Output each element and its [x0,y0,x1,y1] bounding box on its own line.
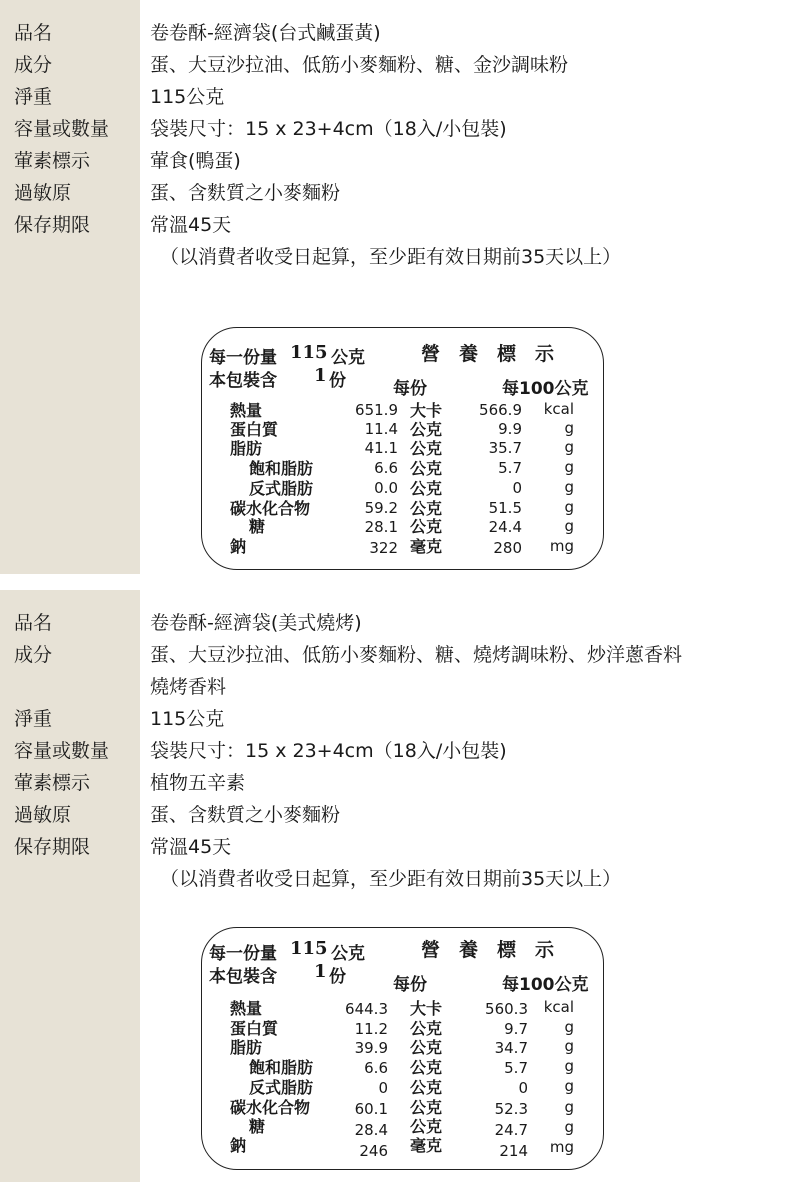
row-value: 蛋、大豆沙拉油、低筋小麥麵粉、糖、燒烤調味粉、炒洋蔥香料 [150,644,683,666]
nutrient-value-per-serving: 39.9 [354,1039,388,1057]
nutrient-unit-100g: kcal [543,998,574,1016]
row-value: 蛋、含麩質之小麥麵粉 [150,182,341,204]
nutrient-unit-100g: kcal [543,400,574,418]
nutrient-unit-100g: g [564,1118,574,1136]
row-value: 卷卷酥-經濟袋(台式鹹蛋黃) [150,22,381,44]
row-value: 植物五辛素 [150,772,246,794]
row-value: 葷食(鴨蛋) [150,150,241,172]
info-row-net-weight [0,81,800,113]
nutrient-value-per-100g: 52.3 [494,1100,528,1118]
nutrient-value-per-serving: 6.6 [364,1059,388,1077]
nutrient-unit: 公克 [410,1098,443,1117]
info-row-net-weight [0,703,800,735]
nutrient-unit: 公克 [410,479,443,498]
row-value: 常溫45天 [150,836,232,858]
nutrient-name-saturated-fat: 飽和脂肪 [249,1058,314,1077]
nutrient-value-per-serving: 60.1 [354,1100,388,1118]
nutrition-label [201,327,604,570]
row-label: 葷素標示 [14,772,91,794]
nutrition-title: 營 養 標 示 [421,939,555,961]
serving-size: 115 [290,938,328,959]
nutrient-unit-100g: g [564,1037,574,1055]
nutrient-value-per-serving: 0 [378,1079,388,1097]
row-label: 成分 [14,644,53,666]
info-row-quantity [0,113,800,145]
nutrient-unit-100g: g [564,498,574,516]
nutrient-name-sodium: 鈉 [230,1136,247,1155]
nutrient-name-energy: 熱量 [230,401,263,420]
nutrient-name-carbohydrate: 碳水化合物 [230,1098,311,1117]
product-info-section-1 [0,0,800,574]
nutrient-unit: 大卡 [410,401,443,420]
nutrient-unit: 公克 [410,1058,443,1077]
nutrient-value-per-serving: 651.9 [355,401,398,419]
nutrient-value-per-serving: 644.3 [345,1000,388,1018]
pack-count: 1 [314,961,327,982]
nutrient-name-fat: 脂肪 [230,439,263,458]
nutrient-unit: 毫克 [410,1136,443,1155]
nutrient-name-protein: 蛋白質 [230,1019,279,1038]
serving-unit: 公克 [331,944,365,964]
info-row-ingredients [0,49,800,81]
nutrient-unit: 公克 [410,420,443,439]
shelf-life-note: （以消費者收受日起算，至少距有效日期前35天以上） [160,246,622,268]
row-value: 常溫45天 [150,214,232,236]
row-label: 保存期限 [14,836,91,858]
nutrient-name-fat: 脂肪 [230,1038,263,1057]
nutrient-value-per-serving: 6.6 [374,459,398,477]
nutrient-value-per-serving: 59.2 [364,499,398,517]
row-label: 淨重 [14,86,53,108]
nutrient-unit-100g: g [564,1098,574,1116]
nutrient-unit-100g: g [564,419,574,437]
info-row-allergens [0,799,800,831]
info-row-product-name [0,17,800,49]
nutrient-name-trans-fat: 反式脂肪 [249,1078,314,1097]
nutrient-unit: 公克 [410,439,443,458]
nutrient-value-per-100g: 5.7 [504,1059,528,1077]
row-value: 115公克 [150,708,225,730]
row-label: 淨重 [14,708,53,730]
nutrient-unit-100g: g [564,458,574,476]
nutrient-unit: 公克 [410,517,443,536]
nutrient-unit: 公克 [410,1078,443,1097]
nutrient-value-per-100g: 24.4 [488,518,522,536]
nutrient-value-per-100g: 0 [518,1079,528,1097]
column-header-per-100g: 每100公克 [502,379,589,399]
info-row-diet-label [0,145,800,177]
nutrient-value-per-100g: 51.5 [488,499,522,517]
nutrient-value-per-serving: 11.2 [354,1020,388,1038]
pack-unit: 份 [329,371,346,391]
info-row-product-name [0,607,800,639]
row-value: 燒烤香料 [150,676,227,698]
pack-label: 本包裝含 [209,967,277,987]
nutrient-name-trans-fat: 反式脂肪 [249,479,314,498]
nutrient-unit-100g: mg [549,1138,574,1156]
nutrient-name-protein: 蛋白質 [230,420,279,439]
pack-count: 1 [314,365,327,386]
row-label: 容量或數量 [14,118,110,140]
nutrient-value-per-serving: 0.0 [374,479,398,497]
nutrient-unit-100g: g [564,517,574,535]
row-label: 過敏原 [14,182,72,204]
row-label: 葷素標示 [14,150,91,172]
product-info-section-2 [0,590,800,1182]
nutrition-title: 營 養 標 示 [421,343,555,365]
serving-label: 每一份量 [209,944,277,964]
info-row-shelf-life [0,209,800,241]
column-header-per-serving: 每份 [393,379,427,399]
info-row-ingredients-continued [0,671,800,703]
nutrient-name-energy: 熱量 [230,999,263,1018]
nutrient-unit-100g: g [564,1057,574,1075]
row-value: 袋裝尺寸：15 x 23+4cm（18入/小包裝) [150,740,507,762]
nutrient-value-per-serving: 28.4 [354,1121,388,1139]
info-row-diet-label [0,767,800,799]
info-row-ingredients [0,639,800,671]
nutrition-label [201,927,604,1170]
nutrient-value-per-100g: 214 [499,1142,528,1160]
nutrient-value-per-100g: 35.7 [488,439,522,457]
nutrient-value-per-100g: 560.3 [485,1000,528,1018]
column-header-per-serving: 每份 [393,975,427,995]
nutrient-value-per-100g: 9.7 [504,1020,528,1038]
nutrient-unit: 公克 [410,459,443,478]
row-label: 品名 [14,612,53,634]
row-label: 過敏原 [14,804,72,826]
nutrient-value-per-serving: 11.4 [364,420,398,438]
nutrient-value-per-100g: 0 [512,479,522,497]
nutrient-value-per-serving: 246 [359,1142,388,1160]
info-row-shelf-life [0,831,800,863]
nutrient-value-per-100g: 24.7 [494,1121,528,1139]
row-value: 蛋、大豆沙拉油、低筋小麥麵粉、糖、金沙調味粉 [150,54,569,76]
shelf-life-note: （以消費者收受日起算，至少距有效日期前35天以上） [160,868,622,890]
pack-unit: 份 [329,967,346,987]
serving-unit: 公克 [331,348,365,368]
nutrient-value-per-100g: 280 [493,539,522,557]
nutrient-unit: 公克 [410,499,443,518]
row-value: 蛋、含麩質之小麥麵粉 [150,804,341,826]
nutrient-name-saturated-fat: 飽和脂肪 [249,459,314,478]
nutrient-name-sugar: 糖 [249,517,266,536]
nutrient-unit-100g: g [564,1077,574,1095]
serving-size: 115 [290,342,328,363]
nutrient-name-sodium: 鈉 [230,537,247,556]
row-label: 容量或數量 [14,740,110,762]
nutrient-unit: 大卡 [410,999,443,1018]
nutrient-unit: 毫克 [410,537,443,556]
pack-label: 本包裝含 [209,371,277,391]
info-row-quantity [0,735,800,767]
row-label: 成分 [14,54,53,76]
nutrient-unit-100g: g [564,478,574,496]
info-row-allergens [0,177,800,209]
nutrient-name-carbohydrate: 碳水化合物 [230,499,311,518]
nutrient-value-per-100g: 5.7 [498,459,522,477]
column-header-per-100g: 每100公克 [502,975,589,995]
nutrient-value-per-serving: 28.1 [364,518,398,536]
row-label: 保存期限 [14,214,91,236]
row-value: 115公克 [150,86,225,108]
nutrient-value-per-100g: 566.9 [479,401,522,419]
nutrient-unit: 公克 [410,1038,443,1057]
nutrient-name-sugar: 糖 [249,1117,266,1136]
nutrient-unit-100g: g [564,1018,574,1036]
row-label: 品名 [14,22,53,44]
nutrient-value-per-serving: 41.1 [364,439,398,457]
nutrient-unit: 公克 [410,1019,443,1038]
nutrient-value-per-serving: 322 [369,539,398,557]
nutrient-unit: 公克 [410,1117,443,1136]
serving-label: 每一份量 [209,348,277,368]
nutrient-value-per-100g: 34.7 [494,1039,528,1057]
nutrient-unit-100g: g [564,438,574,456]
row-value: 卷卷酥-經濟袋(美式燒烤) [150,612,362,634]
row-value: 袋裝尺寸：15 x 23+4cm（18入/小包裝) [150,118,507,140]
nutrient-unit-100g: mg [549,537,574,555]
nutrient-value-per-100g: 9.9 [498,420,522,438]
